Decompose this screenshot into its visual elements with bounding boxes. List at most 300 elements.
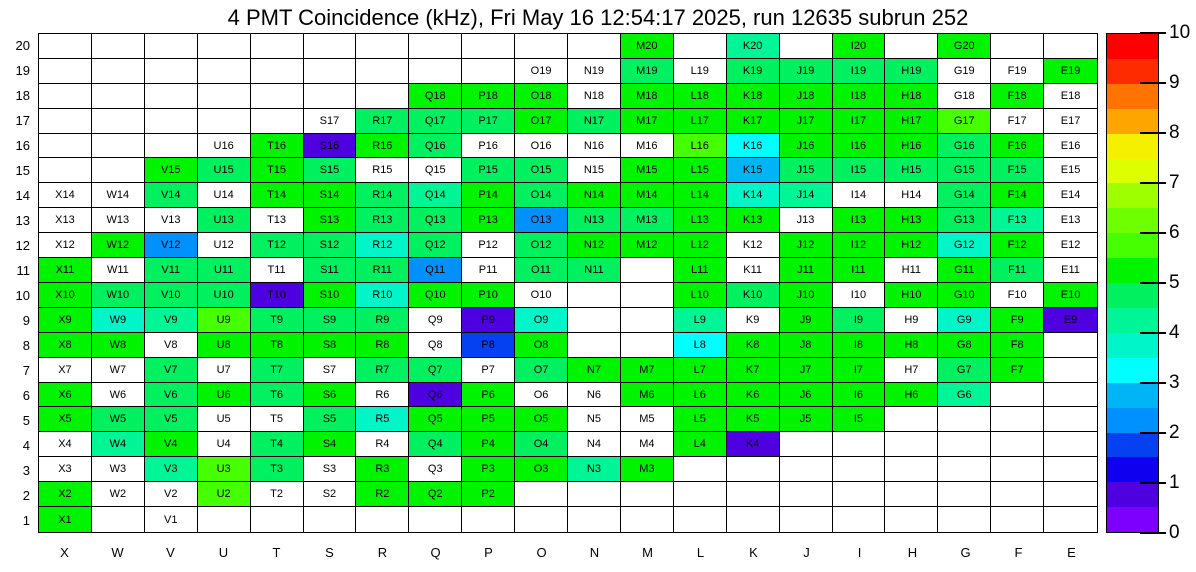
heatmap-cell: S17 [304, 109, 357, 134]
heatmap-cell: G20 [938, 34, 991, 59]
colorbar-segment [1107, 507, 1158, 532]
heatmap-cell [1044, 432, 1097, 457]
heatmap-cell: M7 [621, 358, 674, 383]
heatmap-cell: T12 [251, 233, 304, 258]
heatmap-cell [885, 34, 938, 59]
y-axis-label: 3 [22, 463, 30, 478]
heatmap-cell: U8 [198, 333, 251, 358]
heatmap-cell: O14 [515, 183, 568, 208]
heatmap-cell: U13 [198, 208, 251, 233]
heatmap-cell: P16 [462, 134, 515, 159]
heatmap-cell: W8 [92, 333, 145, 358]
heatmap-cell: N12 [568, 233, 621, 258]
heatmap-cell [356, 507, 409, 532]
heatmap-cell: H7 [885, 358, 938, 383]
heatmap-cell: V6 [145, 383, 198, 408]
heatmap-cell: H16 [885, 134, 938, 159]
heatmap-cell: Q8 [409, 333, 462, 358]
heatmap-cell: G8 [938, 333, 991, 358]
heatmap-cell: R7 [356, 358, 409, 383]
heatmap-cell: X14 [39, 183, 92, 208]
heatmap-cell: U15 [198, 158, 251, 183]
heatmap-cell: M3 [621, 457, 674, 482]
heatmap-cell [991, 34, 1044, 59]
heatmap-cell [304, 84, 357, 109]
heatmap-cell [145, 134, 198, 159]
colorbar-segment [1107, 183, 1158, 208]
x-axis-label: G [960, 545, 971, 560]
heatmap-cell: J8 [780, 333, 833, 358]
heatmap-cell: O7 [515, 358, 568, 383]
heatmap-cell: V3 [145, 457, 198, 482]
heatmap-cell: I11 [833, 258, 886, 283]
colorbar-tick-label: 3 [1169, 372, 1180, 393]
heatmap-cell [568, 283, 621, 308]
heatmap-cell: X2 [39, 482, 92, 507]
heatmap-cell: T13 [251, 208, 304, 233]
heatmap-cell: U11 [198, 258, 251, 283]
heatmap-cell: E19 [1044, 59, 1097, 84]
x-axis-label: J [803, 545, 810, 560]
colorbar-segment [1107, 482, 1158, 507]
heatmap-cell: R5 [356, 407, 409, 432]
x-axis-label: W [111, 545, 124, 560]
heatmap-cell [251, 34, 304, 59]
x-axis-label: H [907, 545, 918, 560]
heatmap-cell: O15 [515, 158, 568, 183]
heatmap-cell: U10 [198, 283, 251, 308]
heatmap-cell: F19 [991, 59, 1044, 84]
heatmap-cell: L17 [674, 109, 727, 134]
heatmap-cell: I6 [833, 383, 886, 408]
heatmap-cell [885, 457, 938, 482]
colorbar-tick-label: 2 [1169, 422, 1180, 443]
heatmap-cell [198, 84, 251, 109]
y-axis-label: 6 [22, 388, 30, 403]
heatmap-cell: N19 [568, 59, 621, 84]
heatmap-cell [1044, 482, 1097, 507]
heatmap-cell: W6 [92, 383, 145, 408]
y-axis-label: 16 [15, 138, 30, 153]
heatmap-cell: F15 [991, 158, 1044, 183]
heatmap-cell: X13 [39, 208, 92, 233]
heatmap-cell [409, 34, 462, 59]
heatmap-cell: L11 [674, 258, 727, 283]
heatmap-cell: V12 [145, 233, 198, 258]
heatmap-cell: S8 [304, 333, 357, 358]
colorbar-tick [1140, 482, 1166, 484]
heatmap-cell: I19 [833, 59, 886, 84]
heatmap-cell [568, 482, 621, 507]
heatmap-cell [462, 34, 515, 59]
heatmap-cell: I12 [833, 233, 886, 258]
y-axis-label: 9 [22, 313, 30, 328]
heatmap-cell: P8 [462, 333, 515, 358]
heatmap-cell [674, 457, 727, 482]
heatmap-cell: Q10 [409, 283, 462, 308]
heatmap-cell: S16 [304, 134, 357, 159]
heatmap-cell: S6 [304, 383, 357, 408]
heatmap-cell [885, 407, 938, 432]
y-axis-label: 12 [15, 238, 30, 253]
heatmap-cell: N16 [568, 134, 621, 159]
heatmap-cell [304, 507, 357, 532]
heatmap-cell: M15 [621, 158, 674, 183]
heatmap-cell: P9 [462, 308, 515, 333]
heatmap-cell: N5 [568, 407, 621, 432]
heatmap-cell: V11 [145, 258, 198, 283]
heatmap-cell: P15 [462, 158, 515, 183]
heatmap-cell: M6 [621, 383, 674, 408]
heatmap-cell: I15 [833, 158, 886, 183]
x-axis-label: N [589, 545, 600, 560]
heatmap-cell: M17 [621, 109, 674, 134]
heatmap-cell [833, 507, 886, 532]
x-axis-label: R [377, 545, 388, 560]
heatmap-cell: N15 [568, 158, 621, 183]
heatmap-cell: J7 [780, 358, 833, 383]
heatmap-cell: L4 [674, 432, 727, 457]
heatmap-cell: O13 [515, 208, 568, 233]
heatmap-cell: E11 [1044, 258, 1097, 283]
heatmap-cell: W3 [92, 457, 145, 482]
heatmap-cell: W13 [92, 208, 145, 233]
x-axis-label: I [857, 545, 862, 560]
heatmap-cell: S14 [304, 183, 357, 208]
heatmap-cell: U14 [198, 183, 251, 208]
heatmap-cell: H8 [885, 333, 938, 358]
heatmap-cell: H15 [885, 158, 938, 183]
heatmap-cell: S10 [304, 283, 357, 308]
heatmap-cell: N3 [568, 457, 621, 482]
heatmap-cell: O8 [515, 333, 568, 358]
heatmap-cell [674, 507, 727, 532]
heatmap-cell: U3 [198, 457, 251, 482]
heatmap-cell: V7 [145, 358, 198, 383]
heatmap-cell [1044, 507, 1097, 532]
heatmap-cell: R17 [356, 109, 409, 134]
heatmap-cell: U4 [198, 432, 251, 457]
heatmap-cell: I14 [833, 183, 886, 208]
heatmap-cell: F14 [991, 183, 1044, 208]
heatmap-cell [1044, 383, 1097, 408]
y-axis-label: 10 [15, 288, 30, 303]
heatmap-cell: J10 [780, 283, 833, 308]
heatmap-cell: L10 [674, 283, 727, 308]
heatmap-cell [198, 507, 251, 532]
heatmap-cell: V1 [145, 507, 198, 532]
heatmap-cell: G13 [938, 208, 991, 233]
heatmap-cell [462, 507, 515, 532]
heatmap-cell: U7 [198, 358, 251, 383]
heatmap-cell: P7 [462, 358, 515, 383]
y-axis-label: 13 [15, 213, 30, 228]
heatmap-cell: G12 [938, 233, 991, 258]
chart-title: 4 PMT Coincidence (kHz), Fri May 16 12:54:17 2025, run 12635 subrun 252 [227, 5, 969, 30]
heatmap-cell [409, 507, 462, 532]
y-axis-label: 7 [22, 363, 30, 378]
heatmap-cell: X12 [39, 233, 92, 258]
heatmap-cell: J6 [780, 383, 833, 408]
colorbar-segment [1107, 208, 1158, 233]
heatmap-cell: H18 [885, 84, 938, 109]
heatmap-cell: J12 [780, 233, 833, 258]
colorbar-segment [1107, 433, 1158, 458]
colorbar-tick-label: 0 [1169, 522, 1180, 543]
heatmap-cell: X4 [39, 432, 92, 457]
heatmap-cell: I10 [833, 283, 886, 308]
heatmap-cell: J14 [780, 183, 833, 208]
heatmap-cell: P3 [462, 457, 515, 482]
x-axis-label: Q [430, 545, 441, 560]
heatmap-cell: K6 [727, 383, 780, 408]
heatmap-cell: Q9 [409, 308, 462, 333]
heatmap-cell: Q5 [409, 407, 462, 432]
heatmap-cell [39, 158, 92, 183]
heatmap-cell: W4 [92, 432, 145, 457]
heatmap-cell [198, 109, 251, 134]
heatmap-cell: K8 [727, 333, 780, 358]
heatmap-cell [1044, 333, 1097, 358]
heatmap-cell: J5 [780, 407, 833, 432]
heatmap-cell: K17 [727, 109, 780, 134]
heatmap-cell: K10 [727, 283, 780, 308]
heatmap-cell [92, 34, 145, 59]
heatmap-cell: P10 [462, 283, 515, 308]
heatmap-cell [991, 407, 1044, 432]
y-axis-label: 19 [15, 63, 30, 78]
colorbar-segment [1107, 159, 1158, 184]
colorbar-segment [1107, 233, 1158, 258]
heatmap-cell: J15 [780, 158, 833, 183]
heatmap-cell [145, 109, 198, 134]
heatmap-cell: Q18 [409, 84, 462, 109]
heatmap-cell [39, 34, 92, 59]
heatmap-cell: O16 [515, 134, 568, 159]
heatmap-cell [568, 507, 621, 532]
heatmap-cell: R10 [356, 283, 409, 308]
colorbar-tick-label: 9 [1169, 72, 1180, 93]
heatmap-cell: Q3 [409, 457, 462, 482]
heatmap-cell: V8 [145, 333, 198, 358]
heatmap-cell [251, 84, 304, 109]
heatmap-cell: O12 [515, 233, 568, 258]
heatmap-cell: R6 [356, 383, 409, 408]
heatmap-cell: E14 [1044, 183, 1097, 208]
heatmap-cell: H11 [885, 258, 938, 283]
heatmap-cell: R8 [356, 333, 409, 358]
colorbar-tick [1140, 532, 1166, 534]
heatmap-cell: I16 [833, 134, 886, 159]
heatmap-cell: T7 [251, 358, 304, 383]
heatmap-cell: V9 [145, 308, 198, 333]
heatmap-cell [92, 84, 145, 109]
heatmap-cell: R9 [356, 308, 409, 333]
heatmap-cell: J19 [780, 59, 833, 84]
heatmap-cell: T5 [251, 407, 304, 432]
heatmap-cell: H6 [885, 383, 938, 408]
heatmap-cell [1044, 457, 1097, 482]
heatmap-cell: K5 [727, 407, 780, 432]
heatmap-cell [356, 59, 409, 84]
heatmap-cell: M12 [621, 233, 674, 258]
heatmap-cell [145, 59, 198, 84]
heatmap-cell: T2 [251, 482, 304, 507]
heatmap-cell: H14 [885, 183, 938, 208]
heatmap-cell: W5 [92, 407, 145, 432]
heatmap-cell [938, 482, 991, 507]
heatmap-cell: K14 [727, 183, 780, 208]
colorbar-segment [1107, 283, 1158, 308]
heatmap-cell [515, 482, 568, 507]
heatmap-cell: U5 [198, 407, 251, 432]
heatmap-cell: X1 [39, 507, 92, 532]
heatmap-cell [780, 482, 833, 507]
colorbar-tick [1140, 82, 1166, 84]
heatmap-cell: Q11 [409, 258, 462, 283]
heatmap-cell: T3 [251, 457, 304, 482]
heatmap-cell [780, 507, 833, 532]
heatmap-cell: I13 [833, 208, 886, 233]
colorbar-tick [1140, 432, 1166, 434]
heatmap-cell: E12 [1044, 233, 1097, 258]
y-axis-label: 18 [15, 88, 30, 103]
x-axis-label: F [1014, 545, 1023, 560]
heatmap-cell: J18 [780, 84, 833, 109]
heatmap-cell: U12 [198, 233, 251, 258]
heatmap-cell: P12 [462, 233, 515, 258]
heatmap-cell: K15 [727, 158, 780, 183]
heatmap-cell: S11 [304, 258, 357, 283]
colorbar-tick-label: 7 [1169, 172, 1180, 193]
heatmap-cell: F9 [991, 308, 1044, 333]
heatmap-cell: R11 [356, 258, 409, 283]
heatmap-cell: M14 [621, 183, 674, 208]
heatmap-cell: V10 [145, 283, 198, 308]
heatmap-cell: P4 [462, 432, 515, 457]
heatmap-cell: Q12 [409, 233, 462, 258]
heatmap-cell: X9 [39, 308, 92, 333]
x-axis-label: T [272, 545, 281, 560]
colorbar-tick-label: 8 [1169, 122, 1180, 143]
heatmap-cell [727, 482, 780, 507]
heatmap-cell: G7 [938, 358, 991, 383]
heatmap-cell: T15 [251, 158, 304, 183]
x-axis-label: M [642, 545, 653, 560]
heatmap-cell: O19 [515, 59, 568, 84]
heatmap-cell: G11 [938, 258, 991, 283]
heatmap-cell: X5 [39, 407, 92, 432]
heatmap-cell: V4 [145, 432, 198, 457]
heatmap-cell [39, 84, 92, 109]
heatmap-cell: L5 [674, 407, 727, 432]
heatmap-cell: M18 [621, 84, 674, 109]
colorbar-segment [1107, 59, 1158, 84]
colorbar-tick-label: 10 [1169, 22, 1191, 43]
colorbar-segment [1107, 34, 1158, 59]
heatmap-cell [356, 84, 409, 109]
heatmap-cell: F7 [991, 358, 1044, 383]
heatmap-cell: N17 [568, 109, 621, 134]
heatmap-cell: H17 [885, 109, 938, 134]
heatmap-cell: F10 [991, 283, 1044, 308]
y-axis-label: 20 [15, 38, 30, 53]
heatmap-cell: L9 [674, 308, 727, 333]
heatmap-cell: N18 [568, 84, 621, 109]
heatmap-cell [145, 34, 198, 59]
heatmap-cell: W2 [92, 482, 145, 507]
heatmap-cell: R16 [356, 134, 409, 159]
heatmap-cell: I20 [833, 34, 886, 59]
heatmap-cell: V14 [145, 183, 198, 208]
colorbar-tick [1140, 232, 1166, 234]
heatmap-cell [621, 283, 674, 308]
heatmap-cell: M19 [621, 59, 674, 84]
heatmap-cell: J16 [780, 134, 833, 159]
heatmap-cell: G19 [938, 59, 991, 84]
heatmap-cell [39, 134, 92, 159]
heatmap-cell: O17 [515, 109, 568, 134]
heatmap-cell [674, 34, 727, 59]
heatmap-cell: P2 [462, 482, 515, 507]
heatmap-cell: G9 [938, 308, 991, 333]
heatmap-cell: P6 [462, 383, 515, 408]
heatmap-cell: P11 [462, 258, 515, 283]
heatmap-cell [198, 34, 251, 59]
heatmap-cell [780, 432, 833, 457]
heatmap-cell: G15 [938, 158, 991, 183]
heatmap-cell [568, 34, 621, 59]
colorbar-segment [1107, 408, 1158, 433]
heatmap-cell [515, 34, 568, 59]
heatmap-cell: J13 [780, 208, 833, 233]
heatmap-cell [251, 507, 304, 532]
heatmap-cell: N6 [568, 383, 621, 408]
heatmap-cell: H12 [885, 233, 938, 258]
heatmap-cell: R15 [356, 158, 409, 183]
heatmap-cell: T10 [251, 283, 304, 308]
colorbar-tick [1140, 382, 1166, 384]
heatmap-cell [515, 507, 568, 532]
heatmap-cell: M5 [621, 407, 674, 432]
heatmap-cell: X3 [39, 457, 92, 482]
heatmap-cell: Q15 [409, 158, 462, 183]
colorbar-segment [1107, 358, 1158, 383]
heatmap-cell: L6 [674, 383, 727, 408]
heatmap-cell [833, 457, 886, 482]
heatmap-cell: V15 [145, 158, 198, 183]
heatmap-cell [304, 34, 357, 59]
heatmap-cell: N13 [568, 208, 621, 233]
heatmap-cell [621, 308, 674, 333]
heatmap-cell: T6 [251, 383, 304, 408]
heatmap-cell: T8 [251, 333, 304, 358]
heatmap-cell: I8 [833, 333, 886, 358]
heatmap-cell: R12 [356, 233, 409, 258]
heatmap-cell: O9 [515, 308, 568, 333]
heatmap-cell: Q2 [409, 482, 462, 507]
heatmap-cell [885, 482, 938, 507]
heatmap-cell [356, 34, 409, 59]
heatmap-cell: S15 [304, 158, 357, 183]
heatmap-cell: K11 [727, 258, 780, 283]
heatmap-cell [674, 482, 727, 507]
heatmap-cell: G14 [938, 183, 991, 208]
heatmap-cell: L16 [674, 134, 727, 159]
heatmap-cell [833, 432, 886, 457]
heatmap-cell: I9 [833, 308, 886, 333]
heatmap-cell: O4 [515, 432, 568, 457]
